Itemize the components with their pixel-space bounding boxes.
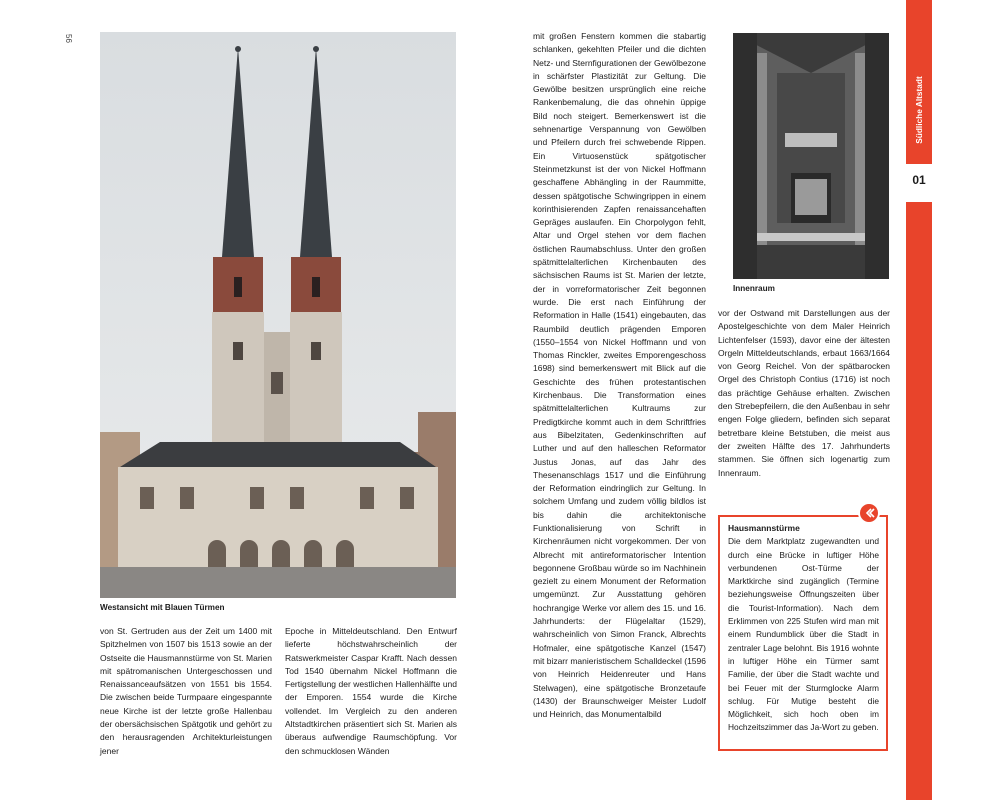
info-badge-icon — [858, 502, 880, 524]
section-name — [906, 62, 932, 158]
text-column-1: von St. Gertruden aus der Zeit um 1400 mit Spitzhelmen von 1507 bis 1513 sowie an der Ostseite die Hausmannstürme von St. Marien mit spätromanischen Untergeschossen und Renaissanceaufsätzen von 1551 bis 1554. Die zwischen beide Turmpaare eingespannte neue Kirche ist der letzte große Hallenbau der obersächsischen Spätgotik und gehört zu den herausragenden Architekturleistungen jener — [100, 626, 272, 756]
church-photo-caption: Westansicht mit Blauen Türmen — [100, 603, 225, 612]
text-column-3: mit großen Fenstern kommen die stabartig schlanken, gekehlten Pfeiler und die dichten Netz- und Sternfigurationen der Gewölbezone in schärfster Plastizität zur Geltung. Die Gewölbe besitzen ursprünglich eine reiche Rankenbemalung, die das ohnehin üppige Bild noch steigert. Bemerkenswert ist die sehnenartige Verspannung von Gewölben und Pfeilern durch frei schwebende Rippen. Ein Virtuosenstück spätgotischer Steinmetzkunst ist der von Nickel Hoffmann geschaffene Abhängling in der Raummitte, dessen spätgotische Schwingrippen in einem korinthisierenden Zapfen renaissancehaften Gepräges auslaufen. Ein Chorpolygon fehlt, Altar und Orgel stehen vor dem flachen östlichen Raumabschluss. Unter den großen spätmittelalterlichen Kirchenbauten des sächsischen Raums ist St. Marien der letzte, der in vorreformatorischer Zeit begonnen wurde. Die erst nach Einführung der Reformation in Halle (1541) eingebauten, das Raumbild deutlich prägenden Emporen (1550–1554 von Nickel Hoffmann und von Thomas Rinckler, zweites Emporengeschoss 1698) sind bemerkenswert mit Blick auf die Geschichte des frühen protestantischen Kirchenbaus. Die Transformation eines spätmittelalterlichen Kultraums zur Predigtkirche kommt auch in dem Schriftfries aus Bibelzitaten, Gedenkinschriften auf Luther und auf den halleschen Reformator Justus Jonas, auf das Jahr des Thesenanschlags 1517 und die Einführung der Reformation eindringlich zur Geltung. In solchem Umfang und zudem völlig bildlos ist bis dahin die architektonische Funktionalisierung von Schrift in Kirchenräumen nicht vorgekommen. Der von Albrecht mit antireformatorischer Intention begonnene Großbau würde so im Nachhinein gezielt zu einem Monument der Reformation umgemünzt. Zur Ausstattung gehören hochrangige Werke vor allem des 15. und 16. Jahrhunderts: der Flügelaltar (1529), wahrscheinlich von Simon Franck, Albrechts Hofmaler, eine spätgotische Kanzel (1547) mit bizarr manieristischem Schalldeckel (1596 von Heinrich Heidenreuter und Hans Stelwagen), eine spätgotische Bronzetaufe (1430) der Braunschweiger Meister Ludolf und Heinrich, das Monumentalbild — [533, 31, 706, 720]
text-column-4: vor der Ostwand mit Darstellungen aus der Apostelgeschichte von dem Maler Heinrich Lichtenfelser (1593), davor eine der ältesten Orgeln Mitteldeutschlands, erbaut 1663/1664 von Georg Reichel. Von der spätbarocken Orgel des Christoph Contius (1716) ist noch das prächtige Gehäuse erhalten. Zwischen den Strebepfeilern, die den Außenbau in sehr engen Folge gliedern, befinden sich separat betretbare kleine Betstuben, die meist aus der zweiten Hälfte des 17. Jahrhunderts stammen. Sie öffnen sich logenartig zum Innenraum. — [718, 308, 890, 478]
church-west-photo — [100, 32, 456, 598]
section-number: 01 — [912, 173, 926, 187]
interior-photo-caption: Innenraum — [733, 284, 775, 293]
info-box-title: Hausmannstürme — [728, 523, 800, 533]
text-column-2: Epoche in Mitteldeutschland. Den Entwurf lieferte höchstwahrscheinlich der Ratswerkmeister Caspar Krafft. Nach dessen Tod 1540 übernahm Nickel Hoffmann die Fertigstellung der westlichen Hallenhälfte und der Emporen. 1554 wurde die Kirche vollendet. Im Vergleich zu den anderen Altstadtkirchen präsentiert sich St. Marien als überaus aufwendige Raumschöpfung. Vor den schmucklosen Wänden — [285, 626, 457, 756]
info-box — [718, 515, 888, 751]
section-name-label: Südliche Altstadt — [914, 76, 924, 144]
interior-photo — [733, 33, 889, 279]
info-box-text: Die dem Marktplatz zugewandten und durch eine Brücke in luftiger Höhe verbundenen Ost-Türme der Marktkirche sind zugänglich (Termine beziehungsweise Öffnungszeiten über die Tourist-Information). Nach dem Erklimmen von 225 Stufen wird man mit einem Rundumblick über die Stadt in zentraler Lage belohnt. Bis 1916 wohnte in luftiger Höhe ein Türmer samt Familie, der über die Stadt wachte und bei Feuer mit der Sturmglocke Alarm schlug. Für Mutige besteht die Möglichkeit, sich hoch oben im Hochzeitszimmer das Ja-Wort zu geben. — [728, 536, 879, 733]
page-number-left: 56 — [63, 34, 73, 43]
